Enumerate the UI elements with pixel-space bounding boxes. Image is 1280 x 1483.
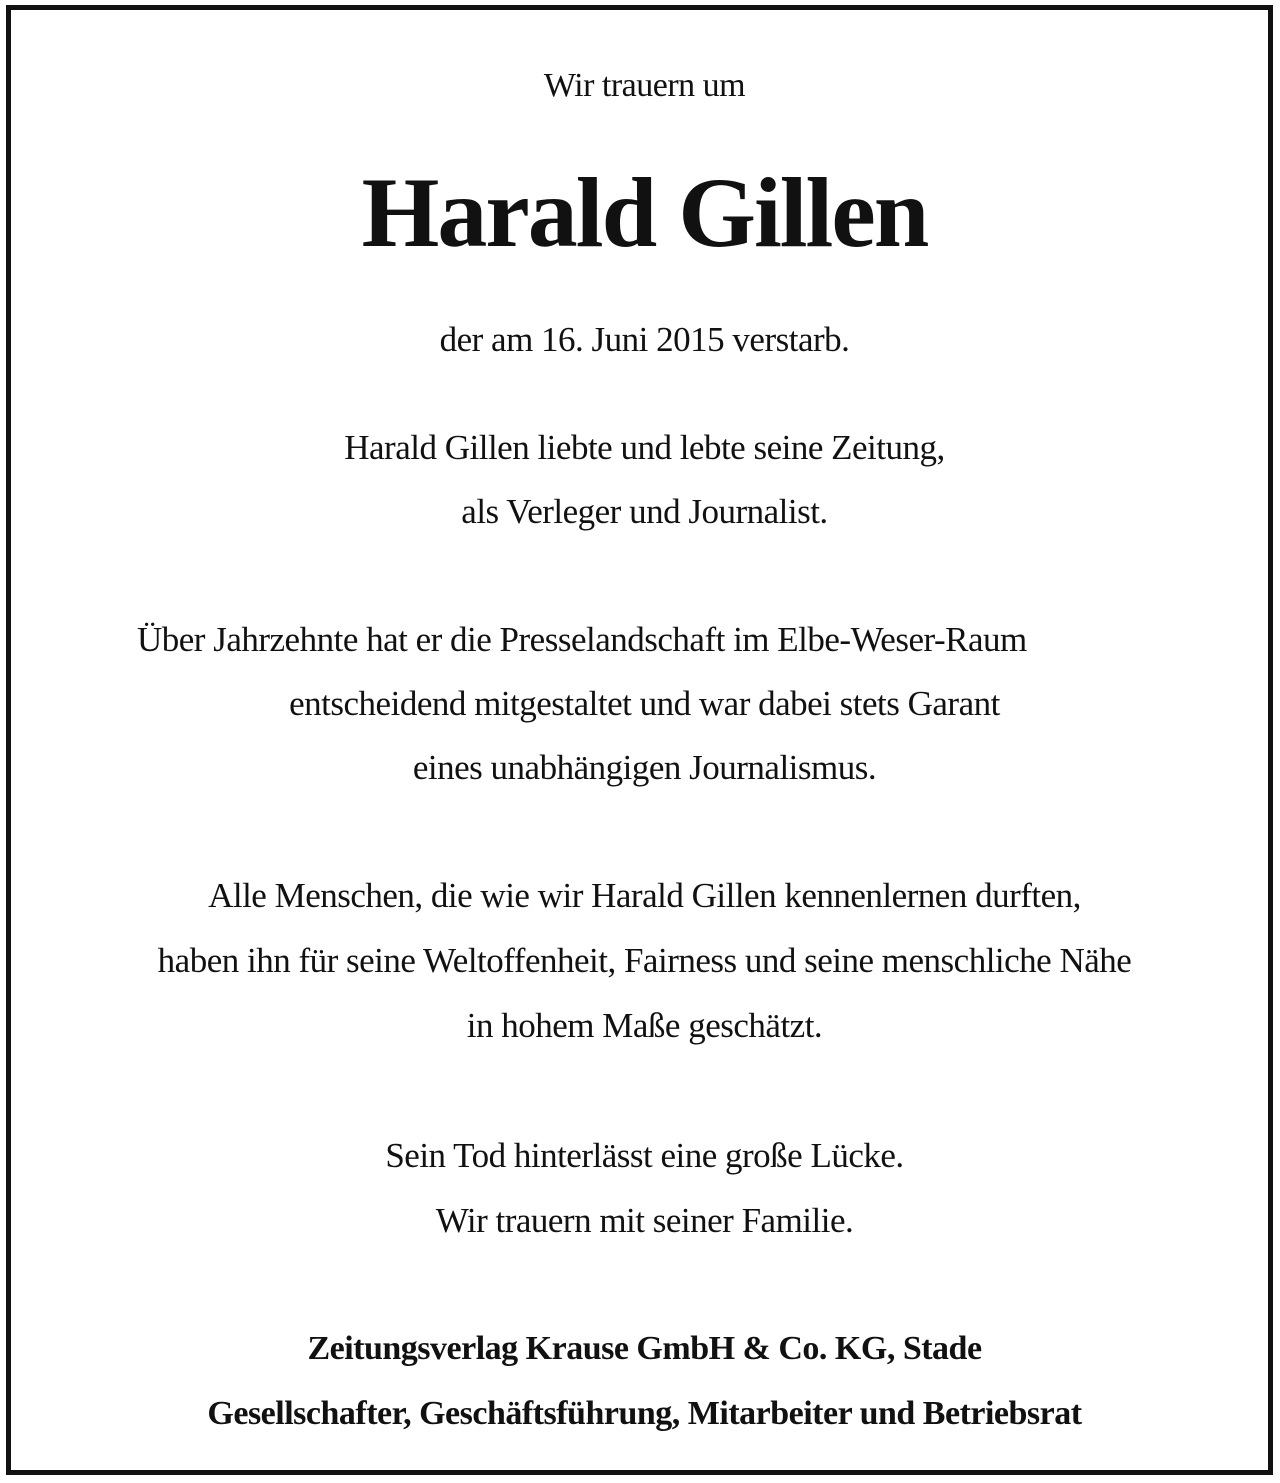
deceased-name: Harald Gillen (361, 157, 928, 268)
paragraph-2-line-2: entscheidend mitgestaltet und war dabei stets Garant (289, 684, 1000, 723)
death-date-text: der am 16. Juni 2015 verstarb. (439, 320, 850, 359)
paragraph-3-line-3: in hohem Maße geschätzt. (466, 1006, 823, 1045)
paragraph-4-line-2: Wir trauern mit seiner Familie. (435, 1201, 854, 1240)
paragraph-4-line-1: Sein Tod hinterlässt eine große Lücke. (385, 1136, 904, 1175)
obituary-notice (6, 5, 1273, 1475)
paragraph-1-line-1: Harald Gillen liebte und lebte seine Zeitung, (344, 428, 945, 467)
intro-text: Wir trauern um (543, 67, 746, 104)
paragraph-3-line-2: haben ihn für seine Weltoffenheit, Fairness und seine menschliche Nähe (157, 941, 1132, 980)
paragraph-2-line-1: Über Jahrzehnte hat er die Presselandschaft im Elbe-Weser-Raum (137, 620, 1027, 659)
paragraph-3-line-1: Alle Menschen, die wie wir Harald Gillen kennenlernen durften, (208, 876, 1081, 915)
signature-staff: Gesellschafter, Geschäftsführung, Mitarbeiter und Betriebsrat (207, 1395, 1082, 1432)
paragraph-1-line-2: als Verleger und Journalist. (461, 492, 828, 531)
signature-company: Zeitungsverlag Krause GmbH & Co. KG, Stade (307, 1330, 982, 1367)
paragraph-2-line-3: eines unabhängigen Journalismus. (412, 748, 877, 787)
